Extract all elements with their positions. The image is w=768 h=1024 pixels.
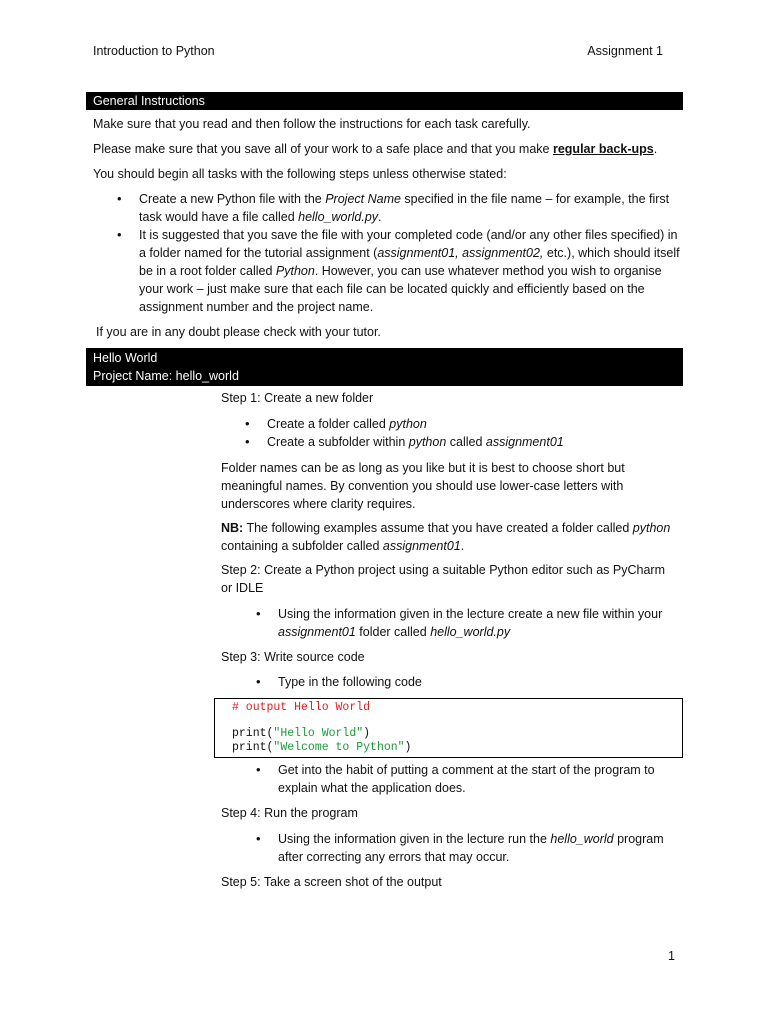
- section-bar-general: [86, 92, 683, 110]
- list-item: • It is suggested that you save the file with your completed code (and/or any other files specified) in a folder named for the tutorial assignment (assignment01, assignment02, etc.), which should itself be in a root folder called Python. However, you can use whatever method you wish to organise your work – just make sure that each file can be located quickly and efficiently based on the assignment number and the project name.: [139, 226, 683, 316]
- paragraph: Folder names can be as long as you like but it is best to choose short but meaningful names. By convention you should use lower-case letters with underscores where clarity requires.: [221, 461, 625, 511]
- header-assignment: Assignment 1: [587, 44, 663, 58]
- bullet-list: [278, 673, 676, 691]
- paragraph: NB: The following examples assume that you have created a folder called python containing a subfolder called assignment01.: [221, 521, 671, 553]
- list-item: • Using the information given in the lecture run the hello_world program after correcting any errors that may occur.: [278, 830, 676, 866]
- hello-world-steps-continued: [221, 761, 676, 891]
- bullet-list: [139, 190, 683, 316]
- step-heading: Step 3: Write source code: [221, 650, 365, 664]
- step-heading: Step 5: Take a screen shot of the output: [221, 875, 442, 889]
- step-heading: Step 1: Create a new folder: [221, 391, 374, 405]
- section-title: General Instructions: [93, 94, 205, 108]
- list-item: • Using the information given in the lecture create a new file within your assignment01 folder called hello_world.py: [278, 605, 676, 641]
- step-heading: Step 4: Run the program: [221, 806, 358, 820]
- page-number: 1: [668, 949, 675, 963]
- bullet-list: [278, 761, 676, 797]
- code-comment: # output Hello World: [232, 701, 371, 714]
- list-item: • Create a folder called python: [267, 415, 676, 433]
- list-item: • Create a subfolder within python called assignment01: [267, 433, 676, 451]
- code-block: [214, 698, 683, 758]
- header-title: Introduction to Python: [93, 44, 215, 58]
- general-instructions: [93, 115, 683, 341]
- code-line: print("Hello World"): [232, 727, 371, 740]
- paragraph: You should begin all tasks with the following steps unless otherwise stated:: [93, 167, 507, 181]
- project-name: Project Name: hello_world: [93, 369, 239, 383]
- step-heading: Step 2: Create a Python project using a suitable Python editor such as PyCharm or IDLE: [221, 563, 665, 595]
- bullet-list: [267, 415, 676, 451]
- list-item: • Type in the following code: [278, 673, 676, 691]
- paragraph: If you are in any doubt please check with your tutor.: [96, 325, 381, 339]
- paragraph: Make sure that you read and then follow the instructions for each task carefully.: [93, 117, 531, 131]
- emphasis: regular back-ups: [552, 142, 654, 156]
- section-bar-hello-world: [86, 348, 683, 386]
- section-title: Hello World: [93, 351, 158, 365]
- paragraph: Please make sure that you save all of your work to a safe place and that you make regular back-ups.: [93, 142, 658, 156]
- bullet-list: [278, 605, 676, 641]
- bullet-list: [278, 830, 676, 866]
- hello-world-steps: [221, 389, 676, 691]
- list-item: • Create a new Python file with the Project Name specified in the file name – for example, the first task would have a file called hello_world.py.: [139, 190, 683, 226]
- list-item: • Get into the habit of putting a comment at the start of the program to explain what the application does.: [278, 761, 676, 797]
- code-line: print("Welcome to Python"): [232, 741, 412, 754]
